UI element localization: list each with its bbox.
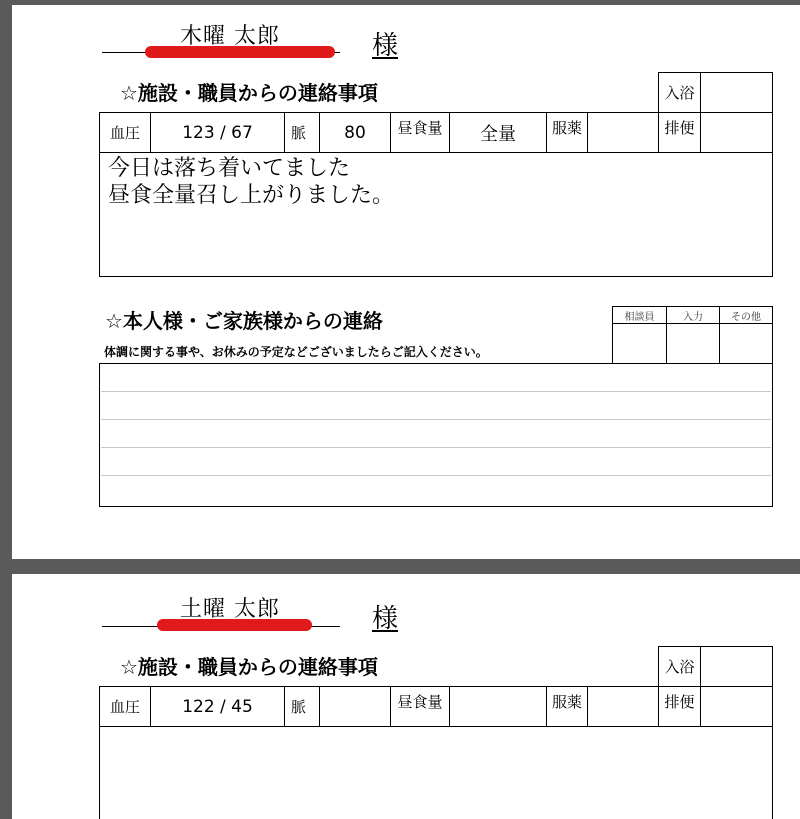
recipient-name: 木曜 太郎 <box>180 24 280 49</box>
note-rule-line <box>101 391 771 392</box>
medication-label-cell <box>546 112 588 153</box>
medication-label: 服薬 <box>551 693 582 711</box>
medication-value-cell[interactable] <box>587 112 659 153</box>
recipient-name: 土曜 太郎 <box>180 597 280 622</box>
check-header-counselor <box>612 306 667 324</box>
note-rule-line <box>101 475 771 476</box>
bath-value-cell[interactable] <box>700 72 773 113</box>
family-section-subtext: 体調に関する事や、お休みの予定などございましたらご記入ください。 <box>104 345 488 359</box>
excretion-value-cell[interactable] <box>700 686 773 727</box>
facility-memo-line-2: 昼食全量召し上がりました。 <box>108 183 395 208</box>
document-page-2 <box>12 574 800 819</box>
lunch-value-cell[interactable] <box>449 112 547 153</box>
bath-label: 入浴 <box>664 658 695 676</box>
pulse-label-cell <box>284 686 320 727</box>
lunch-value-cell[interactable] <box>449 686 547 727</box>
document-page-1 <box>12 5 800 559</box>
medication-label-cell <box>546 686 588 727</box>
blood-pressure-value: 123 / 67 <box>182 122 253 143</box>
excretion-label: 排便 <box>664 693 695 711</box>
bath-label-cell <box>658 72 701 113</box>
check-box-other[interactable] <box>719 323 773 364</box>
check-header-other <box>719 306 773 324</box>
excretion-value-cell[interactable] <box>700 112 773 153</box>
family-section-heading: ☆本人様・ご家族様からの連絡 <box>105 309 383 333</box>
honorific: 様 <box>372 31 399 61</box>
honorific: 様 <box>372 604 399 634</box>
excretion-label-cell <box>658 112 701 153</box>
facility-section-heading: ☆施設・職員からの連絡事項 <box>120 655 378 679</box>
facility-memo-box[interactable] <box>99 726 773 819</box>
facility-section-heading: ☆施設・職員からの連絡事項 <box>120 81 378 105</box>
pulse-value-cell[interactable] <box>319 112 391 153</box>
bath-label: 入浴 <box>664 84 695 102</box>
check-box-counselor[interactable] <box>612 323 667 364</box>
lunch-label: 昼食量 <box>397 693 443 711</box>
blood-pressure-label: 血圧 <box>109 124 140 142</box>
family-note-box[interactable] <box>99 363 773 507</box>
pulse-label: 脈 <box>291 698 307 716</box>
blood-pressure-value-cell[interactable] <box>150 112 285 153</box>
check-header-input-label: 入力 <box>683 311 703 323</box>
lunch-value: 全量 <box>480 123 516 145</box>
lunch-label-cell <box>390 686 450 727</box>
bath-label-cell <box>658 646 701 687</box>
pulse-label: 脈 <box>291 124 307 142</box>
check-box-input[interactable] <box>666 323 720 364</box>
medication-value-cell[interactable] <box>587 686 659 727</box>
bath-value-cell[interactable] <box>700 646 773 687</box>
blood-pressure-value: 122 / 45 <box>182 696 253 717</box>
note-rule-line <box>101 447 771 448</box>
pulse-value: 80 <box>344 122 366 143</box>
excretion-label: 排便 <box>664 119 695 137</box>
blood-pressure-label: 血圧 <box>109 698 140 716</box>
check-header-counselor-label: 相談員 <box>624 311 655 323</box>
lunch-label-cell <box>390 112 450 153</box>
blood-pressure-label-cell <box>99 112 151 153</box>
lunch-label: 昼食量 <box>397 119 443 137</box>
pulse-label-cell <box>284 112 320 153</box>
check-header-other-label: その他 <box>731 311 761 323</box>
blood-pressure-value-cell[interactable] <box>150 686 285 727</box>
medication-label: 服薬 <box>551 119 582 137</box>
check-header-input <box>666 306 720 324</box>
pulse-value-cell[interactable] <box>319 686 391 727</box>
blood-pressure-label-cell <box>99 686 151 727</box>
facility-memo-line-1: 今日は落ち着いてました <box>108 156 351 181</box>
note-rule-line <box>101 419 771 420</box>
excretion-label-cell <box>658 686 701 727</box>
